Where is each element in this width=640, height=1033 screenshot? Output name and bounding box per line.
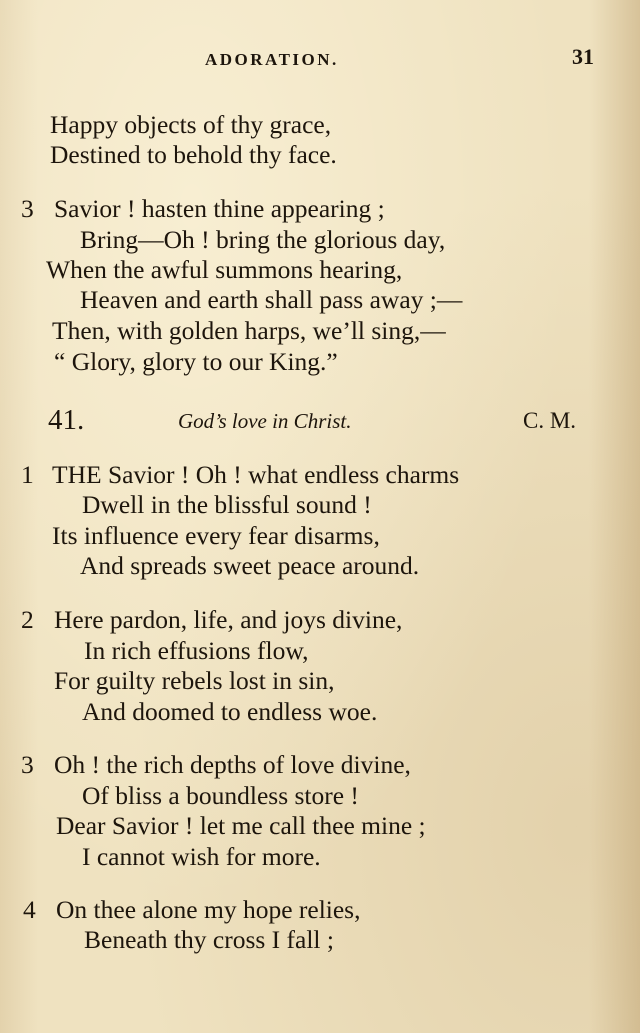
verse-number: 1	[21, 460, 34, 489]
hymn-meter: C. M.	[523, 408, 577, 433]
stanza-line: And doomed to endless woe.	[82, 697, 378, 726]
stanza-line: In rich effusions flow,	[84, 636, 309, 665]
stanza-line: Happy objects of thy grace,	[50, 110, 332, 139]
verse-number: 3	[21, 194, 34, 223]
stanza-line: Beneath thy cross I fall ;	[84, 925, 334, 954]
verse-number: 2	[21, 605, 34, 634]
stanza-line: Savior ! hasten thine appearing ;	[54, 194, 385, 223]
hymn-number: 41.	[48, 404, 85, 436]
stanza-line: Oh ! the rich depths of love divine,	[54, 750, 411, 779]
stanza-line: I cannot wish for more.	[82, 842, 321, 871]
stanza-line: Then, with golden harps, we’ll sing,—	[52, 316, 446, 345]
stanza-line: “ Glory, glory to our King.”	[54, 347, 338, 376]
stanza-line: For guilty rebels lost in sin,	[54, 666, 335, 695]
verse-number: 4	[23, 895, 36, 924]
stanza-line: Destined to behold thy face.	[50, 140, 337, 169]
stanza-line: THE Savior ! Oh ! what endless charms	[52, 460, 460, 489]
stanza-line: Its influence every fear disarms,	[52, 521, 380, 550]
stanza-line: Heaven and earth shall pass away ;—	[80, 285, 463, 314]
verse-number: 3	[21, 750, 34, 779]
stanza-line: When the awful summons hearing,	[46, 255, 403, 284]
stanza-line: Bring—Oh ! bring the glorious day,	[80, 225, 446, 254]
stanza-line: And spreads sweet peace around.	[80, 551, 420, 580]
stanza-line: Dwell in the blissful sound !	[82, 490, 372, 519]
stanza-line: Here pardon, life, and joys divine,	[54, 605, 403, 634]
page-number: 31	[572, 44, 594, 69]
running-head: ADORATION.	[205, 50, 339, 69]
page-header	[0, 44, 640, 76]
hymn-title: God’s love in Christ.	[178, 409, 352, 433]
stanza-line: On thee alone my hope relies,	[56, 895, 361, 924]
stanza-line: Of bliss a boundless store !	[82, 781, 359, 810]
hymn-heading	[0, 404, 640, 440]
stanza-line: Dear Savior ! let me call thee mine ;	[56, 811, 426, 840]
